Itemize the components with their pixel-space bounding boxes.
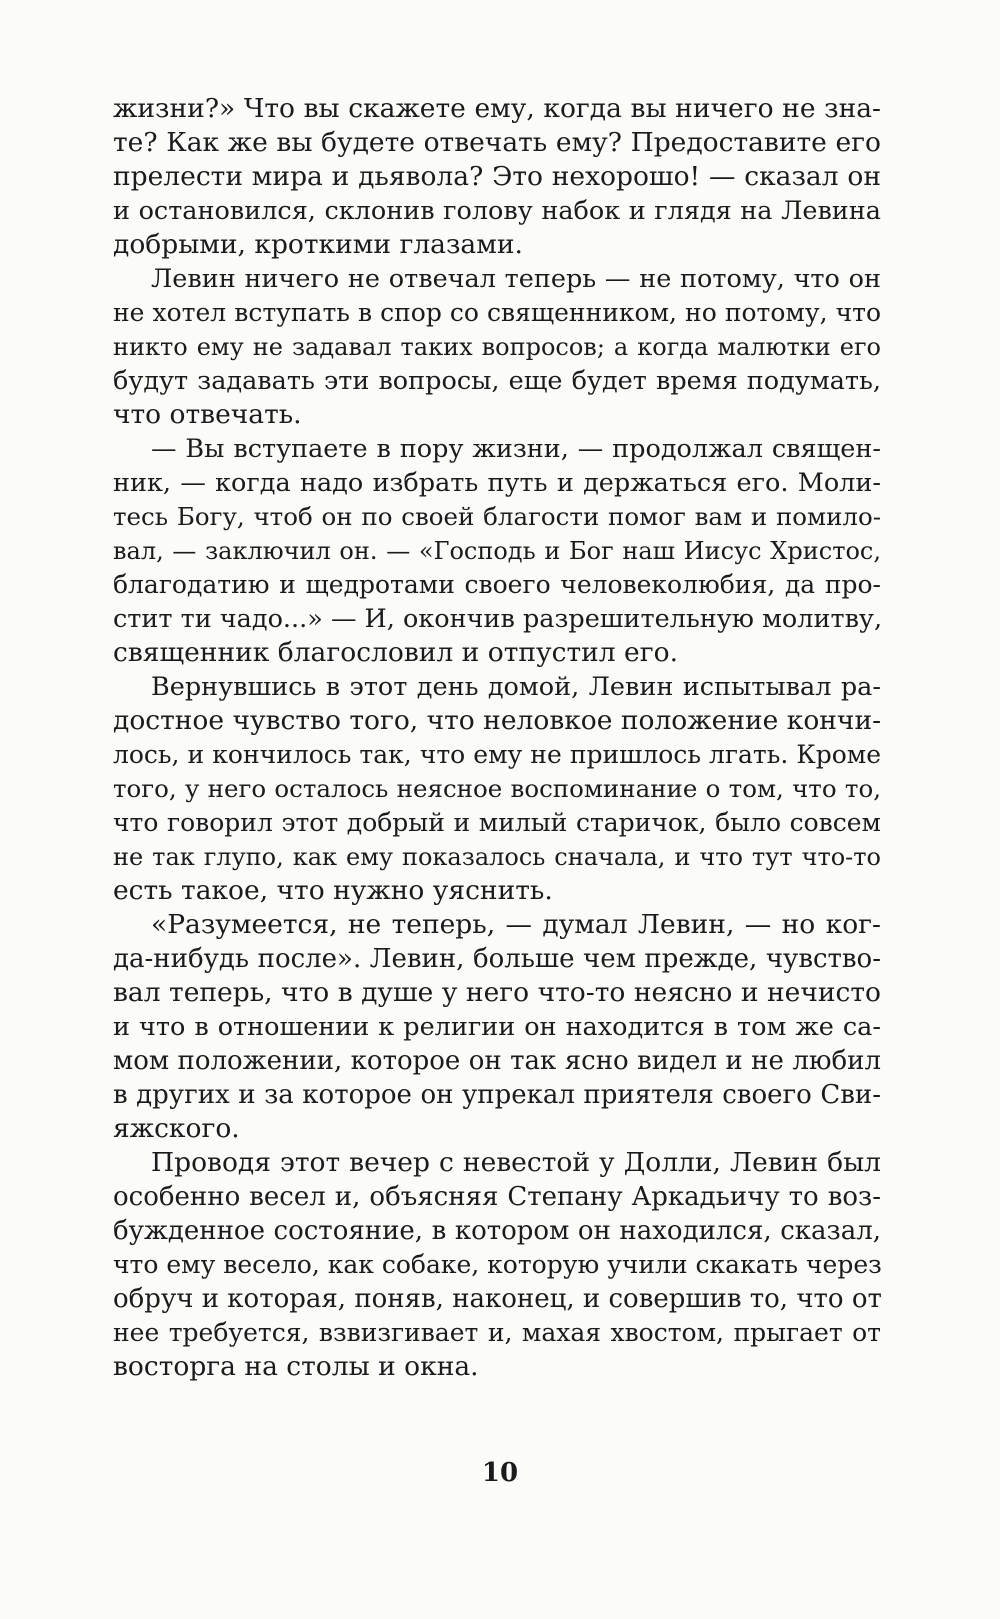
text-line: вал, — заключил он. — «Господь и Бог наш Иисус Христос, [113, 537, 881, 565]
text-line: стит ти чадо...» — И, окончив разрешительную молитву, [113, 604, 883, 634]
paragraph [113, 262, 881, 432]
text-line: Вернувшись в этот день домой, Левин испытывал ра- [151, 672, 881, 702]
text-line: — Вы вступаете в пору жизни, — продолжал священ- [151, 434, 881, 464]
text-line: нее требуется, взвизгивает и, махая хвостом, прыгает от [113, 1318, 881, 1347]
text-line: тесь Богу, чтоб он по своей благости помог вам и помило- [113, 502, 881, 531]
text-line: что говорил этот добрый и милый старичок, было совсем [113, 808, 881, 837]
text-line: будут задавать эти вопросы, еще будет время подумать, [113, 366, 881, 396]
paragraph [113, 670, 881, 908]
text-line: достное чувство того, что неловкое положение кончи- [113, 705, 882, 736]
text-line: лось, и кончилось так, что ему не пришлось лгать. Кроме [113, 740, 881, 769]
page-number: 10 [481, 1458, 519, 1488]
text-line: прелести мира и дьявола? Это нехорошо! — сказал он [113, 161, 881, 192]
text-line: бужденное состояние, в котором он находился, сказал, [113, 1216, 881, 1246]
paragraph [113, 1146, 881, 1384]
text-line: священник благословил и отпустил его. [113, 637, 678, 668]
text-line: никто ему не задавал таких вопросов; а когда малютки его [113, 333, 881, 361]
text-line: добрыми, кроткими глазами. [113, 229, 523, 260]
paragraph [113, 432, 881, 670]
text-line: восторга на столы и окна. [113, 1351, 479, 1382]
text-line: жизни?» Что вы скажете ему, когда вы ничего не зна- [113, 93, 881, 124]
text-line: в других и за которое он упрекал приятеля своего Сви- [113, 1080, 881, 1110]
text-line: Левин ничего не отвечал теперь — не потому, что он [151, 264, 881, 294]
paragraph [113, 92, 881, 262]
text-line: и что в отношении к религии он находится в том же са- [113, 1012, 881, 1042]
text-line: того, у него осталось неясное воспоминание о том, что то, [113, 774, 881, 803]
text-line: Проводя этот вечер с невестой у Долли, Левин был [151, 1147, 881, 1178]
text-line: что отвечать. [113, 399, 302, 430]
text-line: есть такое, что нужно уяснить. [113, 875, 553, 906]
text-line: вал теперь, что в душе у него что-то неясно и нечисто [113, 977, 881, 1008]
text-line: что ему весело, как собаке, которую учили скакать через [113, 1250, 882, 1279]
text-line: «Разумеется, не теперь, — думал Левин, — но ког- [151, 909, 881, 940]
text-line: те? Как же вы будете отвечать ему? Предоставите его [113, 127, 881, 158]
text-line: ник, — когда надо избрать путь и держаться его. Моли- [113, 468, 881, 498]
text-line: да-нибудь после». Левин, больше чем прежде, чувство- [113, 944, 881, 974]
text-line: обруч и которая, поняв, наконец, и совершив то, что от [113, 1284, 882, 1314]
text-line: мом положении, которое он так ясно видел и не любил [113, 1046, 881, 1076]
text-line: и остановился, склонив голову набок и глядя на Левина [113, 196, 881, 226]
text-line: благодатию и щедротами своего человеколюбия, да про- [113, 570, 881, 599]
text-line: яжского. [113, 1113, 240, 1144]
paragraph [113, 908, 881, 1146]
body-text [113, 92, 881, 1384]
text-line: не хотел вступать в спор со священником, но потому, что [113, 298, 881, 327]
text-line: особенно весел и, объясняя Степану Аркадьичу то воз- [113, 1182, 881, 1212]
text-line: не так глупо, как ему показалось сначала, и что тут что-то [113, 843, 881, 871]
